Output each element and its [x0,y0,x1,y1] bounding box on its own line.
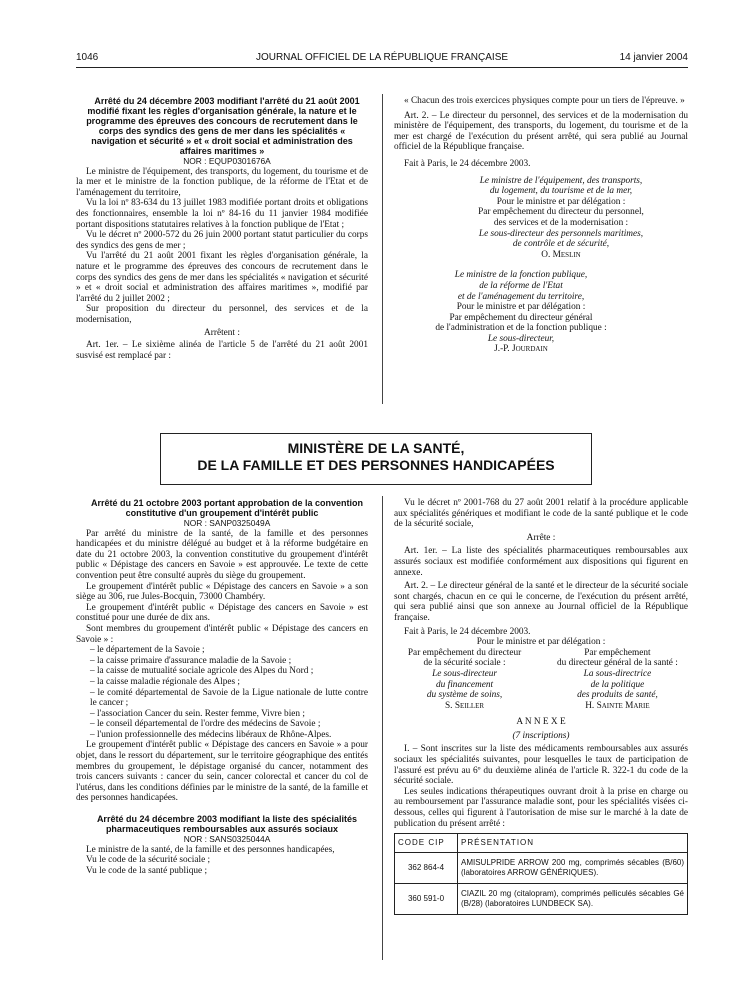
list-item: – la caisse de mutualité sociale agricole des Alpes du Nord ; [90,666,314,677]
list-item: – l'union professionnelle des médecins libéraux de Rhône-Alpes. [90,729,332,740]
sig-line: Par empêchement du directeur [407,647,522,658]
paragraph: Le ministre de l'équipement, des transports, du logement, du tourisme et de la mer et le ministre de la fonction publique, de la réforme de l'Etat et de l'aménagement du territoire, [76,166,368,198]
sig-line: Le sous-directeur [432,668,498,679]
presentation: AMISULPRIDE ARROW 200 mg, comprimés sécables (B/60) (laboratoires ARROW GÉNÉRIQUES). [458,853,688,884]
signature-right [547,648,688,712]
page-header [76,52,688,66]
sig-line: des services et de la modernisation : [493,217,629,228]
article-3-nor: NOR : SANS0325044A [183,834,271,845]
table-header-row [395,834,688,853]
sig-line: du système de soins, [426,690,503,701]
table-row [395,853,688,884]
pour-le-ministre: Pour le ministre et par délégation : [476,637,606,648]
list-item: – l'association Cancer du sein. Rester femme, Vivre bien ; [90,708,305,719]
sig-line: Le sous-directeur des personnels maritimes, [478,228,644,239]
journal-title: JOURNAL OFFICIEL DE LA RÉPUBLIQUE FRANÇAISE [255,52,509,63]
signatory-name: S. Seiller [445,700,485,711]
article-1-left [76,96,368,361]
article-1-title: Arrêté du 24 décembre 2003 modifiant l'arrêté du 21 août 2001 modifié fixant les règles d'organisation générale, la nature et le programme des épreuves des concours de recrutement dans le corps des syndics des gens de mer dans les spécialités « navigation et sécurité » et « droit social et administration des affaires maritimes » [86,96,360,156]
cip-code: 362 864-4 [395,853,458,884]
signature-block-1 [434,176,688,261]
paragraph: Vu le décret nº 2000-572 du 26 juin 2000 portant statut particulier du corps des syndics des gens de mer ; [76,230,368,251]
sig-line: des produits de santé, [577,690,658,701]
article-3-title: Arrêté du 24 décembre 2003 modifiant la liste des spécialités pharmaceutiques remboursables aux assurés sociaux [96,814,358,835]
article-3-column [394,498,688,915]
sig-line: du financement [436,679,494,690]
sig-line: de l'administration et de la fonction publique : [435,323,607,334]
cip-table [394,833,688,915]
sig-line: Par empêchement du directeur du personnel, [478,207,644,218]
table-row [395,884,688,915]
presentation: CIAZIL 20 mg (citalopram), comprimés pelliculés sécables Gé (B/28) (laboratoires LUNDBECK SA). [458,884,688,915]
list-item: – le conseil départemental de l'ordre des médecins de Savoie ; [90,719,321,730]
column-header: CODE CIP [395,834,458,853]
paragraph: Vu le code de la sécurité sociale ; [86,855,211,866]
list-item: – le comité départemental de Savoie de la Ligue nationale de lutte contre le cancer ; [90,687,368,709]
sig-line: La sous-directrice [583,668,652,679]
list-item: – la caisse primaire d'assurance maladie de la Savoie ; [90,655,292,666]
paragraph: Vu la loi nº 83-634 du 13 juillet 1983 modifiée portant droits et obligations des fonctionnaires, ensemble la loi nº 84-16 du 11 janvier 1984 modifiée portant dispositions statutaires relatives à la fonction publique de l'Etat ; [76,198,368,230]
article-1-right [394,96,688,355]
ministry-banner [160,433,592,485]
column-divider [382,94,383,404]
sig-line: Le ministre de la fonction publique, [454,270,588,281]
signature-left [394,648,535,712]
paragraph: Par arrêté du ministre de la santé, de la famille et des personnes handicapées et du ministre délégué au budget et à la réforme budgétaire en date du 21 octobre 2003, la convention constitutive du groupement d'intérêt public « Dépistage des cancers en Savoie » est approuvée. Le texte de cette convention peut être consulté auprès du siège du groupement. [76,528,368,581]
list-item: – le département de la Savoie ; [90,645,205,656]
sig-line: de la politique [590,679,645,690]
sig-line: du logement, du tourisme et de la mer, [489,186,633,197]
article-2-nor: NOR : SANP0325049A [183,518,271,528]
article-2-clause: Art. 2. – Le directeur du personnel, des services et de la modernisation du ministère de l'équipement, des transports, du logement, du tourisme et de la mer est chargé de l'exécution du présent arrêté, qui sera publié au Journal officiel de la République française. [394,110,688,153]
arretent: Arrêtent : [204,327,240,338]
paragraph: Vu l'arrêté du 21 août 2001 fixant les règles d'organisation générale, la nature et le programme des épreuves des concours de recrutement dans le corps des syndics des gens de mer dans les spécialités « navigation et sécurité » et « droit social et administration des affaires maritimes », modifié par l'arrêté du 2 juillet 2002 ; [76,251,368,304]
sig-line: Le sous-directeur, [487,333,555,344]
sig-line: et de l'aménagement du territoire, [457,291,585,302]
sig-line: de contrôle et de sécurité, [512,239,610,250]
column-divider [382,496,383,960]
sig-line: du directeur général de la santé : [557,658,678,669]
signature-row [394,648,688,712]
sig-line: de la réforme de l'Etat [479,280,563,291]
paragraph: Sont membres du groupement d'intérêt public « Dépistage des cancers en Savoie » : [76,623,368,645]
paragraph: Les seules indications thérapeutiques ouvrant droit à la prise en charge ou au remboursement par l'assurance maladie sont, pour les spécialités visées ci-dessous, celles qui figurent à l'autorisation de mise sur le marché à la date de publication du présent arrêté : [394,786,688,829]
header-rule [76,67,688,68]
banner-line-2: DE LA FAMILLE ET DES PERSONNES HANDICAPÉES [197,457,555,473]
article-2-title: Arrêté du 21 octobre 2003 portant approbation de la convention constitutive d'un groupement d'intérêt public [90,498,364,518]
issue-date: 14 janvier 2004 [619,52,688,63]
signatory-name: H. Sainte Marie [585,700,650,711]
sig-line: Le ministre de l'équipement, des transports, [479,175,643,186]
quote: « Chacun des trois exercices physiques compte pour un tiers de l'épreuve. » [404,96,685,106]
article-1-nor: NOR : EQUP0301676A [183,156,271,166]
article-1-clause: Art. 1er. – La liste des spécialités pharmaceutiques remboursables aux assurés sociaux est modifiée conformément aux dispositions qui figurent en annexe. [394,546,688,578]
inscriptions-count: (7 inscriptions) [512,730,570,741]
signatory-name: J.-P. Jourdain [494,344,548,355]
paragraph: Sur proposition du directeur du personnel, des services et de la modernisation, [76,304,368,325]
article-1-clause: Art. 1er. – Le sixième alinéa de l'article 5 de l'arrêté du 21 août 2001 susvisé est remplacé par : [76,340,368,361]
paragraph: Vu le décret nº 2001-768 du 27 août 2001 relatif à la procédure applicable aux spécialités génériques et modifiant le code de la santé publique et le code de la sécurité sociale, [394,498,688,530]
article-2-column [76,498,368,876]
column-header: PRÉSENTATION [458,834,688,853]
paragraph: I. – Sont inscrites sur la liste des médicaments remboursables aux assurés sociaux les spécialités suivantes, pour lesquelles le taux de participation de l'assuré est prévu au 6º du deuxième alinéa de l'article R. 322-1 du code de la sécurité sociale. [394,744,688,787]
banner-line-1: MINISTÈRE DE LA SANTÉ, [287,440,465,456]
signatory-name: O. Meslin [541,249,581,260]
cip-code: 360 591-0 [395,884,458,915]
paragraph: Le groupement d'intérêt public « Dépistage des cancers en Savoie » est constitué pour une durée de dix ans. [76,602,368,624]
sig-line: Pour le ministre et par délégation : [496,196,626,207]
sig-line: de la sécurité sociale : [423,658,506,669]
sig-line: Par empêchement du directeur général [449,312,593,323]
article-2-clause: Art. 2. – Le directeur général de la santé et le directeur de la sécurité sociale sont chargés, chacun en ce qui le concerne, de l'exécution du présent arrêté, qui sera publié ainsi que son annexe au Journal officiel de la République française. [394,581,688,623]
fait-a-paris: Fait à Paris, le 24 décembre 2003. [404,626,531,637]
paragraph: Vu le code de la santé publique ; [86,865,208,876]
page-number: 1046 [76,52,99,63]
paragraph: Le groupement d'intérêt public « Dépistage des cancers en Savoie » a son siège au 306, rue Jules-Bocquin, 73000 Chambéry. [76,581,368,603]
sig-line: Pour le ministre et par délégation : [456,302,586,313]
members-list [76,645,368,740]
fait-a-paris: Fait à Paris, le 24 décembre 2003. [404,158,531,169]
arrete: Arrête : [526,532,556,543]
signature-block-2 [394,270,648,355]
sig-line: Par empêchement [584,647,651,658]
paragraph: Le ministre de la santé, de la famille et des personnes handicapées, [86,844,335,855]
paragraph: Le groupement d'intérêt public « Dépistage des cancers en Savoie » a pour objet, dans le ressort du département, sur le territoire géographique des entités membres du groupement, le dépistage organisé du cancer, notamment des trois cancers suivants : cancer du sein, cancer colorectal et cancer du col de l'utérus, dans les conditions définies par le ministre de la santé, de la famille et des personnes handicapées. [76,740,368,804]
annexe-heading: A N N E X E [516,717,566,728]
list-item: – la caisse maladie régionale des Alpes ; [90,676,240,687]
